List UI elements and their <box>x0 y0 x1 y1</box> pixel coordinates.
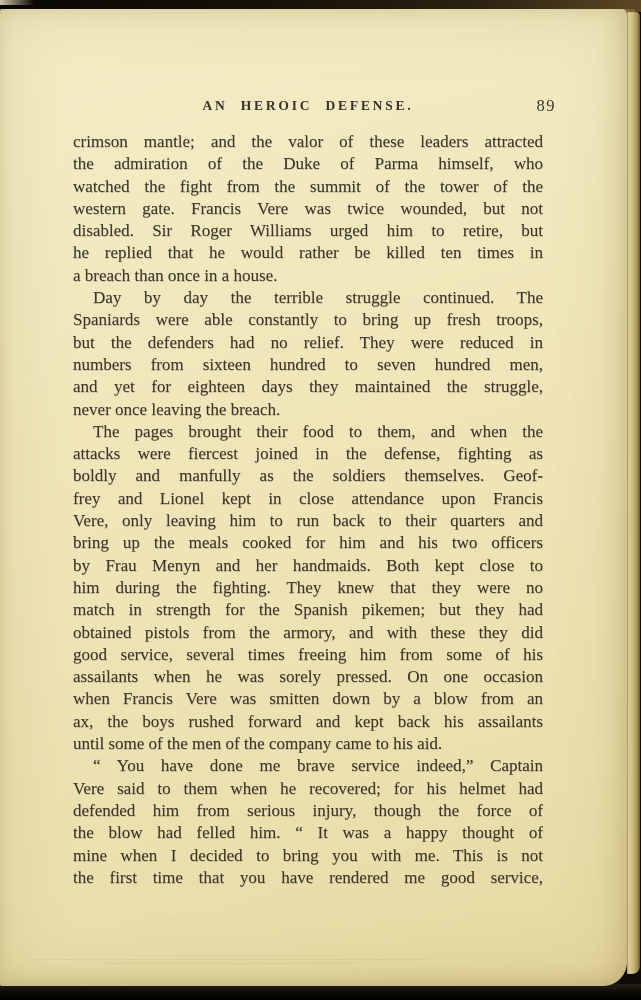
text-line: Spaniards were able constantly to bring up fresh troops, <box>73 310 543 330</box>
text-line: and yet for eighteen days they maintained the struggle, <box>73 377 543 397</box>
text-line: bring up the meals cooked for him and his two officers <box>73 533 543 553</box>
scan-bottom-edge <box>0 984 641 1000</box>
paragraph <box>73 755 543 889</box>
text-line: match in strength for the Spanish pikemen; but they had <box>73 600 543 620</box>
page-number: 89 <box>536 96 556 115</box>
text-line: attacks were fiercest joined in the defense, fighting as <box>73 444 543 464</box>
text-line: Vere said to them when he recovered; for his helmet had <box>73 778 543 798</box>
text-line: but the defenders had no relief. They were reduced in <box>73 332 543 352</box>
text-line: western gate. Francis Vere was twice wounded, but not <box>73 198 543 218</box>
paper-crease <box>30 955 430 965</box>
text-line: the admiration of the Duke of Parma himself, who <box>73 154 543 174</box>
text-line: mine when I decided to bring you with me. This is not <box>73 845 543 865</box>
text-line: he replied that he would rather be killed ten times in <box>73 243 543 263</box>
paragraph <box>73 287 543 421</box>
scan-corner-highlight <box>0 0 34 5</box>
text-line: until some of the men of the company came to his aid. <box>73 734 443 754</box>
text-line: the blow had felled him. “ It was a happy thought of <box>73 823 543 843</box>
text-line: Vere, only leaving him to run back to their quarters and <box>73 511 543 531</box>
paragraph <box>73 421 543 755</box>
text-line: numbers from sixteen hundred to seven hundred men, <box>73 354 543 374</box>
text-line: watched the fight from the summit of the tower of the <box>73 176 543 196</box>
page-header <box>73 96 556 117</box>
text-line: frey and Lionel kept in close attendance upon Francis <box>73 488 543 508</box>
text-line: defended him from serious injury, though the force of <box>73 800 543 820</box>
text-line: boldly and manfully as the soldiers themselves. Geof- <box>73 466 543 486</box>
text-line: obtained pistols from the armory, and with these they did <box>73 622 543 642</box>
running-header: AN HEROIC DEFENSE. <box>202 98 414 113</box>
text-line: crimson mantle; and the valor of these leaders attracted <box>73 132 543 151</box>
text-line: The pages brought their food to them, and when the <box>93 421 543 441</box>
text-line: when Francis Vere was smitten down by a blow from an <box>73 689 543 709</box>
text-line: Day by day the terrible struggle continued. The <box>93 288 543 308</box>
page-edge-stack <box>627 12 640 974</box>
text-line: the first time that you have rendered me good service, <box>73 867 543 887</box>
body-text <box>73 131 543 889</box>
text-line: him during the fighting. They knew that they were no <box>73 577 543 597</box>
text-line: never once leaving the breach. <box>73 399 281 419</box>
text-line: “ You have done me brave service indeed,” Captain <box>93 756 543 776</box>
book-page <box>0 9 627 986</box>
text-line: a breach than once in a house. <box>73 265 278 285</box>
paragraph <box>73 131 543 287</box>
text-line: good service, several times freeing him from some of his <box>73 644 543 664</box>
text-line: assailants when he was sorely pressed. On one occasion <box>73 667 543 687</box>
text-line: disabled. Sir Roger Williams urged him to retire, but <box>73 221 543 241</box>
text-line: by Frau Menyn and her handmaids. Both kept close to <box>73 555 543 575</box>
text-line: ax, the boys rushed forward and kept back his assailants <box>73 711 543 731</box>
